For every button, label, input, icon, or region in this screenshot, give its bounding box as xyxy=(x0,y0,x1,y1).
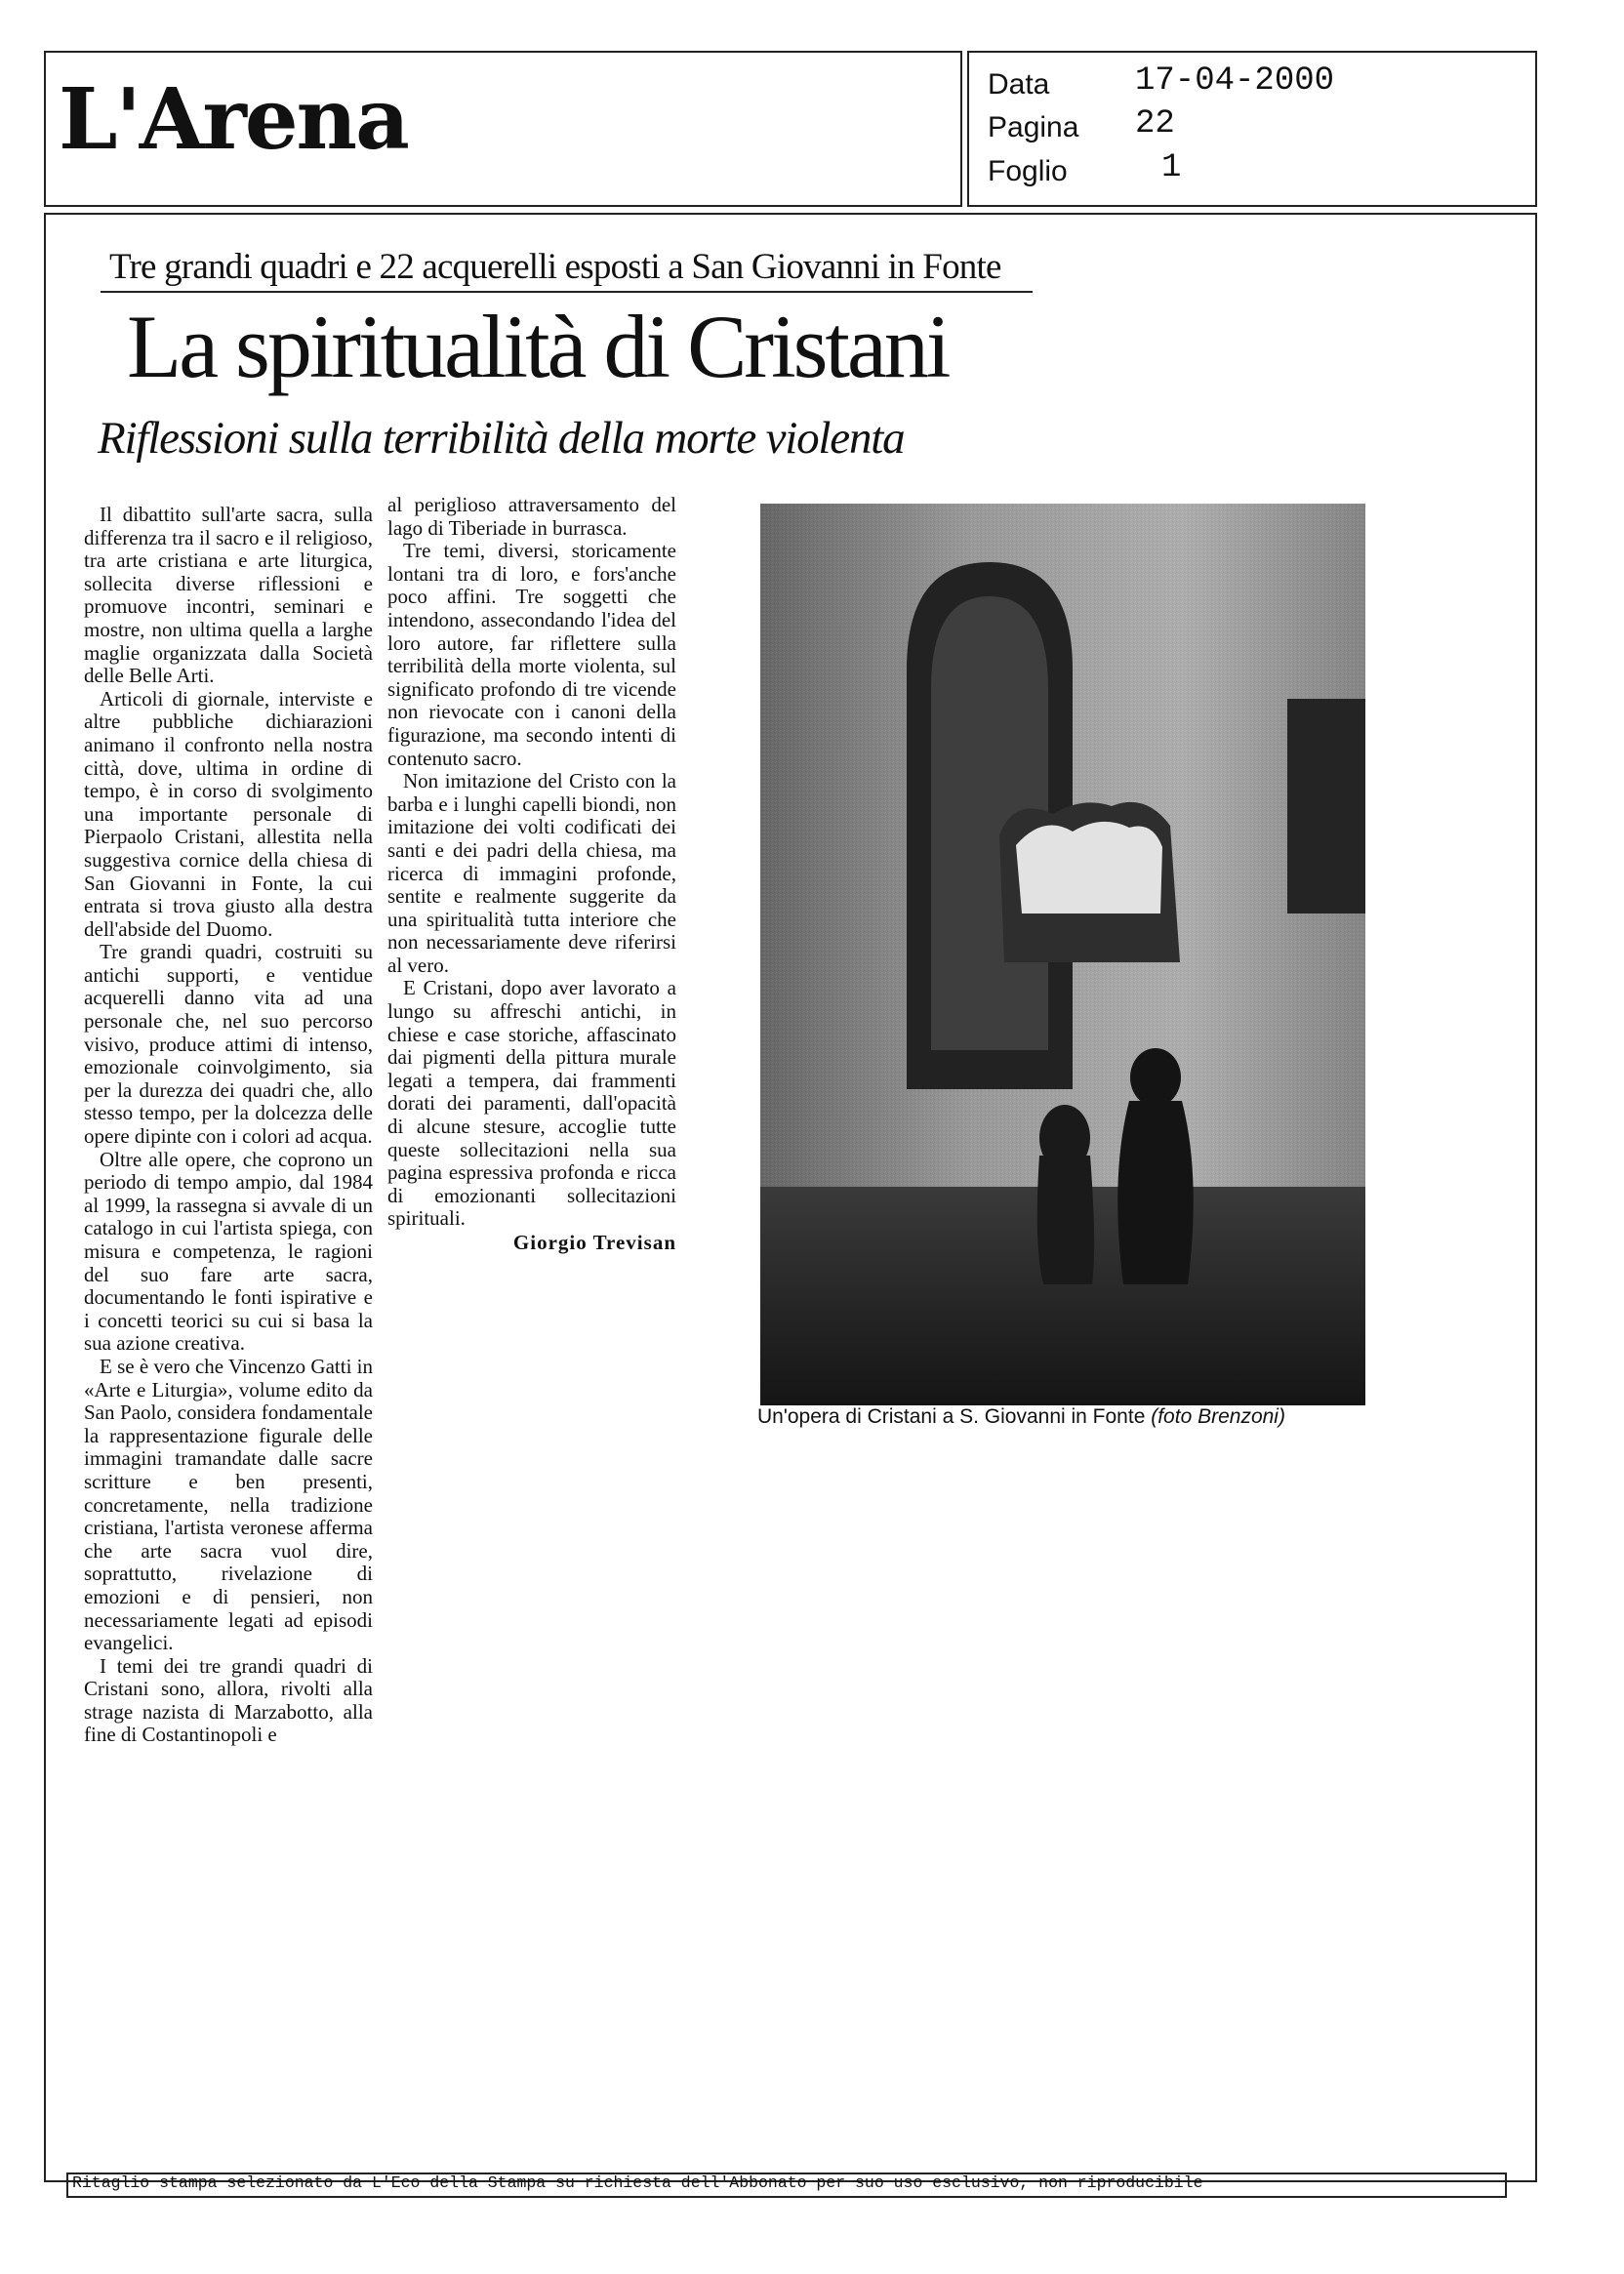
paragraph: I temi dei tre grandi quadri di Cristani sono, allora, rivolti alla strage nazista di Marzabotto, alla fine di Costantinopoli e xyxy=(84,1653,373,1747)
article-byline: Giorgio Trevisan xyxy=(512,1231,676,1254)
paragraph: Tre temi, diversi, storicamente lontani tra di loro, e fors'anche poco affini. Tre soggetti che intendono, assecondando l'idea del loro autore, far riflettere sulla terribilità della morte violenta, sul significato profondo di tre vicende non rievocate con i canoni della figurazione, ma secondo intenti di contenuto sacro. xyxy=(387,539,676,770)
data-label: Data xyxy=(988,68,1050,101)
caption-credit: (foto Brenzoni) xyxy=(1151,1405,1285,1428)
paragraph: Oltre alle opere, che coprono un periodo di tempo ampio, dal 1984 al 1999, la rassegna si avvale di un catalogo in cui l'artista spiega, con misura e competenza, le ragioni del suo fare arte sacra, documentando le fonti ispirative e i concetti teorici su cui si basa la sua azione creativa. xyxy=(84,1147,373,1356)
newspaper-logo: L'Arena xyxy=(59,70,408,169)
photo-caption xyxy=(757,1405,1285,1429)
foglio-value: 1 xyxy=(1161,149,1182,186)
foglio-label: Foglio xyxy=(988,155,1068,187)
paragraph: Articoli di giornale, interviste e altre pubbliche dichiarazioni animano il confronto nella nostra città, dove, ultima in ordine di tempo, è in corso di svolgimento una importante personale di Pierpaolo Cristani, allestita nella suggestiva cornice della chiesa di San Giovanni in Fonte, la cui entrata si trova giusto alla destra dell'abside del Duomo. xyxy=(84,686,373,941)
paragraph: Il dibattito sull'arte sacra, sulla differenza tra il sacro e il religioso, tra arte cristiana e arte liturgica, sollecita diverse riflessioni e promuove incontri, seminari e mostre, non ultima quella a larghe maglie organizzata dalla Società delle Belle Arti. xyxy=(84,503,373,688)
article-photo xyxy=(760,504,1365,1405)
pagina-value: 22 xyxy=(1135,105,1175,142)
data-value: 17-04-2000 xyxy=(1135,62,1335,100)
caption-text: Un'opera di Cristani a S. Giovanni in Fonte xyxy=(757,1405,1146,1428)
kicker-underline xyxy=(101,291,1033,293)
paragraph: Tre grandi quadri, costruiti su antichi supporti, e ventidue acquerelli danno vita ad una personale che, nel suo percorso visivo, produce attimi di intenso, emozionale coinvolgimento, sia per la durezza dei quadri che, allo stesso tempo, per la dolcezza delle opere dipinte con i colori ad acqua. xyxy=(84,940,373,1149)
paragraph: E se è vero che Vincenzo Gatti in «Arte e Liturgia», volume edito da San Paolo, considera fondamentale la rappresentazione figurale delle immagini tramandate dalle sacre scritture e ben presenti, concretamente, nella tradizione cristiana, l'artista veronese afferma che arte sacra vuol dire, soprattutto, rivelazione di emozioni e di pensieri, non necessariamente legati ad episodi evangelici. xyxy=(84,1354,373,1655)
paragraph: al periglioso attraversamento del lago di Tiberiade in burrasca. xyxy=(387,493,676,540)
article-headline: La spiritualità di Cristani xyxy=(127,297,949,396)
paragraph: Non imitazione del Cristo con la barba e i lunghi capelli biondi, non imitazione dei volti codificati dei santi e dei padri della chiesa, ma ricerca di immagini profonde, sentite e realmente suggerite da una spiritualità tutta interiore che non necessariamente deve riferirsi al vero. xyxy=(387,769,676,977)
clipping-notice: Ritaglio stampa selezionato da L'Eco della Stampa su richiesta dell'Abbonato per suo uso esclusivo, non riproducibile xyxy=(72,2173,1203,2192)
pagina-label: Pagina xyxy=(988,111,1079,143)
article-column-2 xyxy=(387,494,676,1255)
article-column-1 xyxy=(84,504,373,1747)
paragraph: E Cristani, dopo aver lavorato a lungo su affreschi antichi, in chiese e case storiche, affascinato dai pigmenti della pittura murale legati a tempera, dai frammenti dorati dei paramenti, dall'opacità di alcune stesure, accoglie tutte queste sollecitazioni nella sua pagina espressiva profonda e ricca di emozionanti sollecitazioni spirituali. xyxy=(387,976,676,1231)
article-subhead: Riflessioni sulla terribilità della morte violenta xyxy=(98,413,905,464)
article-kicker: Tre grandi quadri e 22 acquerelli esposti a San Giovanni in Fonte xyxy=(109,247,1001,287)
